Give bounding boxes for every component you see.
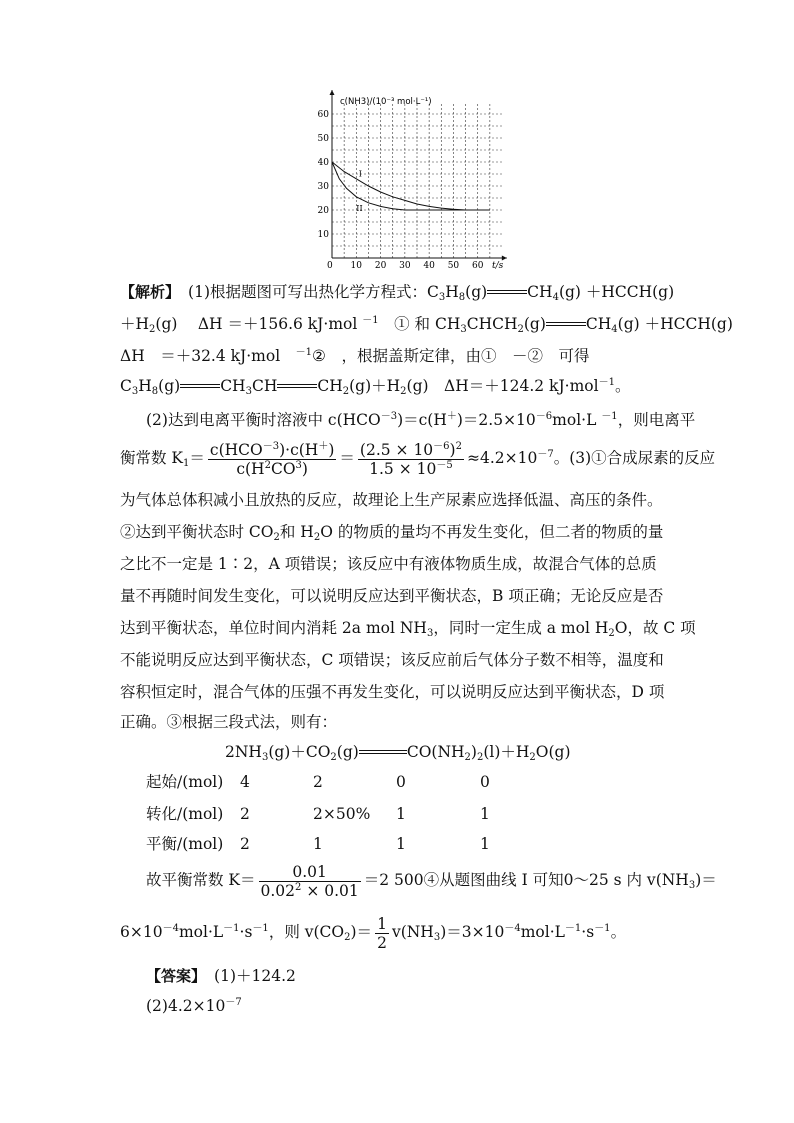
analysis-line-8: ②达到平衡状态时 $CO_2$和 $H_2O$ 的物质的量均不再发生变化，但二者的物质的量 xyxy=(120,523,664,543)
fraction-ka: $\frac{c(HCO^{-3})\cdot c(H^+)}{c(H^2CO^3)}$ xyxy=(209,440,335,478)
origin-label: 0 xyxy=(327,261,333,271)
rate-line: $6\times 10^{-4}mol\cdot L^{-1}\cdot s^{-1}$，则 $v(CO_2)=$ $\frac{1}{2}$ $v(NH_3)=3\times 10^{-4}mol\cdot L^{-1}\cdot s^{-1}$。 xyxy=(120,914,627,952)
y-tick-label: 20 xyxy=(318,206,329,216)
analysis-line-13: 容积恒定时，混合气体的压强不再发生变化，可以说明反应达到平衡状态，D 项 xyxy=(120,683,665,701)
table-cell: 0 xyxy=(480,773,490,791)
fraction-half: $\frac{1}{2}$ xyxy=(377,914,387,952)
equilibrium-constant-line: 故平衡常数 K＝ $\frac{0.01}{0.02^2 \times 0.01}$ ＝2 500④从题图曲线 I 可知0～25 s 内 $v(NH_3)=$ xyxy=(146,862,717,900)
y-axis-label: c(NH3)/(10⁻³ mol·L⁻¹) xyxy=(340,97,432,107)
table-row-label: 平衡/(mol) xyxy=(146,835,224,853)
table-cell: 1 xyxy=(480,835,490,853)
analysis-line-10: 量不再随时间发生变化，可以说明反应达到平衡状态，B 项正确；无论反应是否 xyxy=(120,587,664,605)
analysis-line-14: 正确。③根据三段式法，则有： xyxy=(120,713,338,731)
table-cell: 2 xyxy=(240,805,250,823)
table-cell: 1 xyxy=(396,835,406,853)
table-cell: 1 xyxy=(396,805,406,823)
y-tick-label: 10 xyxy=(318,230,329,240)
fraction-k: $\frac{0.01}{0.02^2 \times 0.01}$ xyxy=(260,862,359,900)
series-label-II: II xyxy=(356,204,363,214)
series-label-I: I xyxy=(358,169,362,179)
analysis-line-12: 不能说明反应达到平衡状态，C 项错误；该反应前后气体分子数不相等，温度和 xyxy=(120,651,664,669)
y-axis-arrow xyxy=(330,90,335,95)
x-tick-label: 30 xyxy=(399,261,411,271)
chart-series xyxy=(332,162,490,210)
x-tick-label: 50 xyxy=(447,261,460,271)
table-row-label: 转化/(mol) xyxy=(146,805,224,823)
table-row-label: 起始/(mol) xyxy=(146,773,224,791)
table-cell: 1 xyxy=(480,805,490,823)
fraction-ka-value: $\frac{(2.5 \times 10^{-6})^2}{1.5 \times 10^{-5}}$ xyxy=(359,440,462,478)
answer-line-1: 【答案】 (1)＋124.2 xyxy=(146,967,296,985)
analysis-line-9: 之比不一定是 1∶2，A 项错误；该反应中有液体物质生成，故混合气体的总质 xyxy=(120,555,657,573)
reaction-equation: $2NH_3(g)+CO_2(g)$ $CO(NH_2)_2(l)+H_2O(g)$ xyxy=(225,743,571,763)
answer-line-2: $(2)4.2\times 10^{-7}$ xyxy=(146,997,242,1015)
answer-tag: 【答案】 xyxy=(146,967,199,985)
table-cell: 4 xyxy=(240,773,250,791)
series-line-II xyxy=(332,162,490,210)
analysis-line-1: 【解析】 (1)根据题图可写出热化学方程式：$C_3H_8(g)$ $CH_4(g)$ ＋HCCH(g) xyxy=(120,283,675,303)
analysis-line-6: 衡常数 $K_1=$ $\frac{c(HCO^{-3})\cdot c(H^+)}{c(H^2CO^3)}$ ＝ $\frac{(2.5 \times 10^{-6})^2}{1.5 \times 10^{-5}}$ $\approx 4.2\times 10^{-7}$。(3)①合成尿素的反应 xyxy=(120,440,716,478)
x-axis-arrow xyxy=(502,256,507,261)
analysis-line-11: 达到平衡状态，单位时间内消耗 2a mol $NH_3$，同时一定生成 a mol $H_2O$，故 C 项 xyxy=(120,619,696,639)
x-tick-label: 20 xyxy=(374,261,387,271)
x-axis-label: t/s xyxy=(492,261,504,271)
analysis-line-4: $C_3H_8(g)$ $CH_3CH$ $CH_2(g)+H_2(g)$ ΔH＝＋124.2 kJ·mol$^{-1}$。 xyxy=(120,377,631,397)
y-tick-label: 40 xyxy=(318,158,329,168)
chart-ticks xyxy=(318,110,484,271)
series-line-I xyxy=(332,162,490,210)
analysis-line-7: 为气体总体积减小且放热的反应，故理论上生产尿素应选择低温、高压的条件。 xyxy=(120,491,663,509)
chart-axes xyxy=(330,90,507,261)
analysis-line-2: $+H_2(g)$ ΔH ＝＋156.6 kJ·mol $^{-1}$ ① 和 $CH_3CHCH_2(g)$ $CH_4(g)$ ＋HCCH(g) xyxy=(120,315,733,335)
x-tick-label: 40 xyxy=(423,261,435,271)
analysis-line-5: (2)达到电离平衡时溶液中 $c(HCO^{-3})=c(H^+)=2.5\times 10^{-6}mol\cdot L$ $^{-1}$，则电离平 xyxy=(146,411,696,429)
concentration-time-chart xyxy=(318,90,514,275)
table-cell: 0 xyxy=(396,773,406,791)
y-tick-label: 30 xyxy=(318,182,329,192)
x-tick-label: 10 xyxy=(350,261,363,271)
analysis-line-3: ΔH ＝＋32.4 kJ·mol $^{-1}$② ，根据盖斯定律，由① －② 可得 xyxy=(120,347,590,365)
table-cell: 1 xyxy=(313,835,323,853)
table-cell: 2 xyxy=(240,835,250,853)
y-tick-label: 60 xyxy=(318,110,329,120)
x-tick-label: 60 xyxy=(471,261,484,271)
y-tick-label: 50 xyxy=(318,134,329,144)
table-cell: 2×50% xyxy=(313,805,371,823)
table-cell: 2 xyxy=(313,773,323,791)
analysis-tag: 【解析】 xyxy=(120,283,173,301)
equals-sign xyxy=(487,288,527,298)
